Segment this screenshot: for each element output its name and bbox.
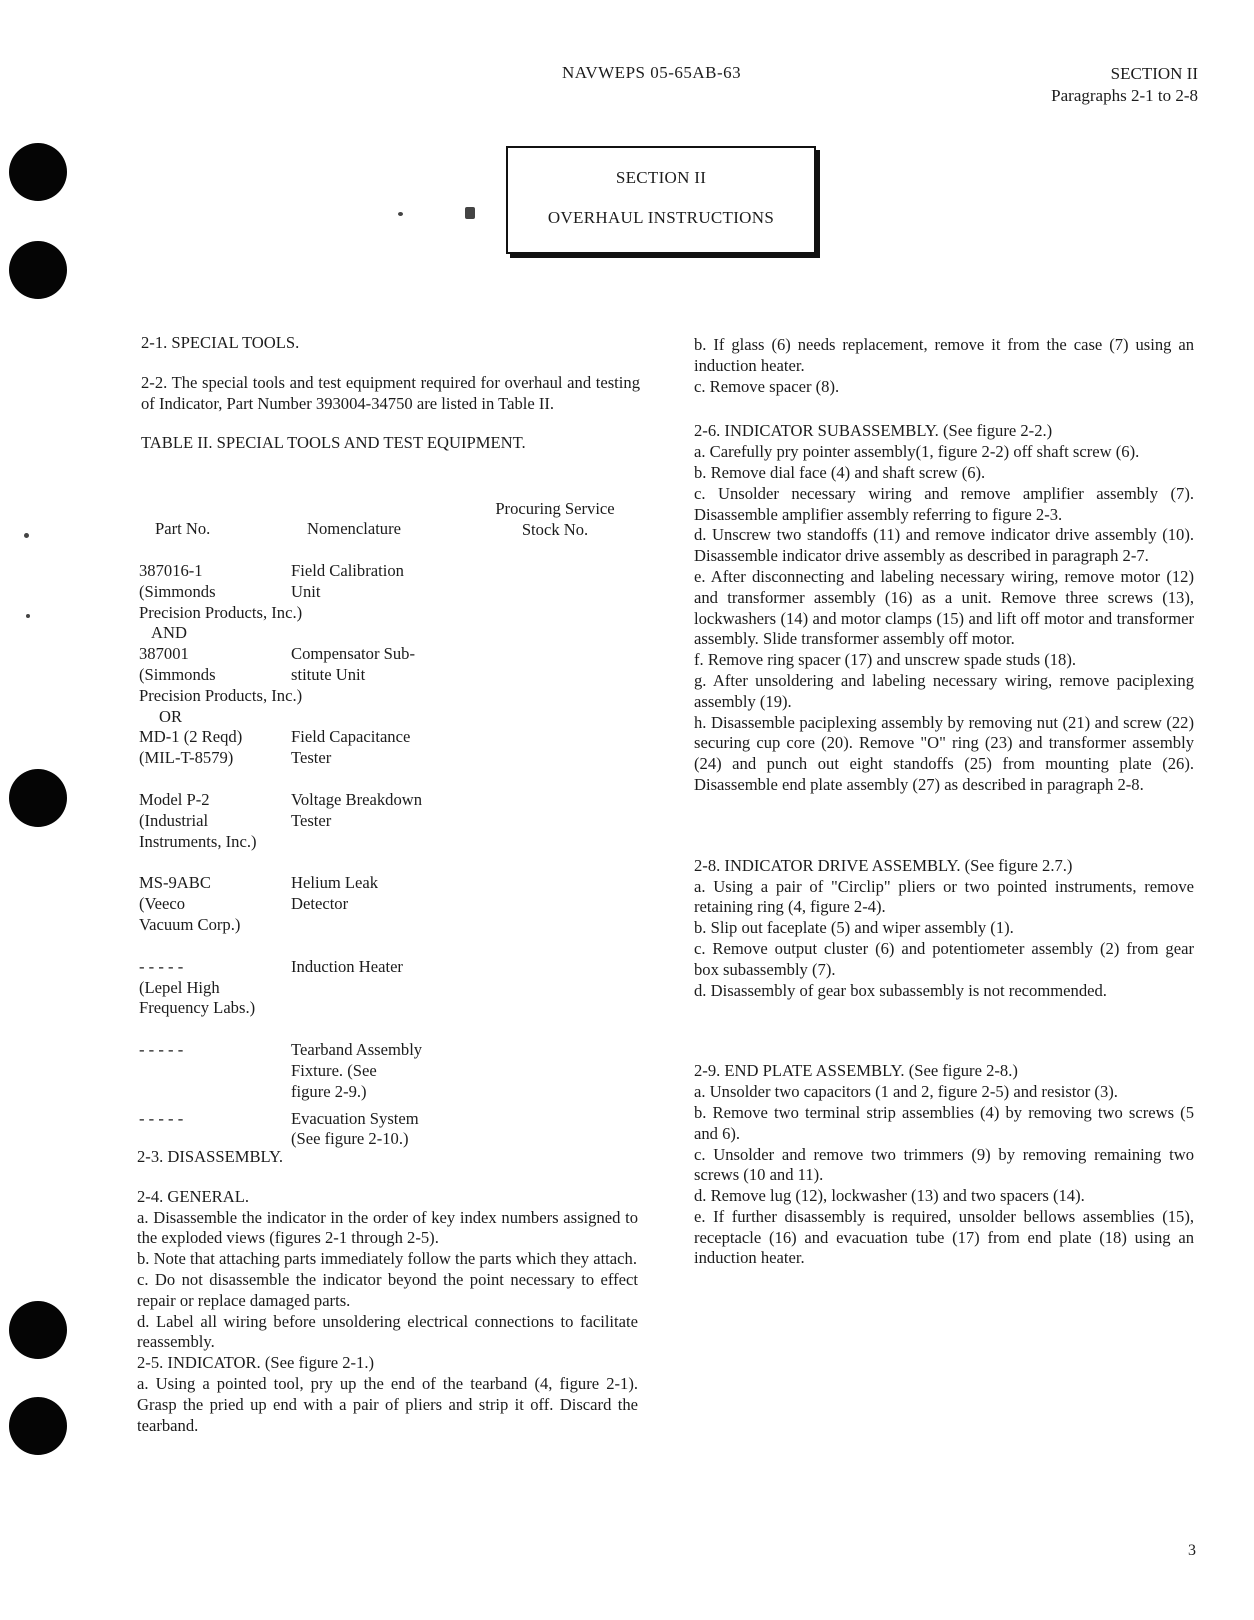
paragraph-2-9-b: b. Remove two terminal strip assemblies (4) by removing two screws (5 and 6). [694,1102,1194,1143]
section-label: SECTION II [1110,64,1198,83]
section-reference [1051,63,1198,107]
paragraph-2-9-e: e. If further disassembly is required, unsolder bellows assemblies (15), receptacle (16) and evacuation tube (17) from end plate (18) using an induction heater. [694,1206,1194,1268]
table-row: - - - - - (Lepel High Induction Heater [139,956,403,997]
table-row: - - - - - Evacuation System (See figure 2-10.) [139,1108,419,1149]
table-row-note: Precision Products, Inc.) [139,685,303,705]
table-header-part-no: Part No. [155,519,211,538]
section-title-box [506,146,816,254]
tools-table-body [139,561,639,1150]
paragraph-2-2: 2-2. The special tools and test equipment required for overhaul and testing of Indicator, Part Number 393004-34750 are listed in Table II. [141,372,640,413]
right-column [694,335,1194,1269]
table-row: MS-9ABC (Veeco Helium Leak Detector [139,873,379,914]
paragraph-2-4-d: d. Label all wiring before unsoldering electrical connections to facilitate reassembly. [137,1311,638,1352]
section-subtitle: OVERHAUL INSTRUCTIONS [547,208,775,227]
table-row-note: Frequency Labs.) [139,998,256,1018]
paragraph-2-8-c: c. Remove output cluster (6) and potentiometer assembly (2) from gear box subassembly (7). [694,938,1194,979]
table-row-note: Precision Products, Inc.) [139,602,303,622]
paragraph-2-8-a: a. Using a pair of "Circlip" pliers or two pointed instruments, remove retaining ring (4, figure 2-4). [694,876,1194,917]
table-row: 387016-1 (Simmonds Field Calibration Unit [139,561,404,601]
paragraph-2-5-b: b. If glass (6) needs replacement, remove it from the case (7) using an induction heater. [694,335,1194,375]
paragraph-2-6-f: f. Remove ring spacer (17) and unscrew spade studs (18). [694,650,1077,670]
heading-2-1: 2-1. SPECIAL TOOLS. [141,333,300,352]
table-title: TABLE II. SPECIAL TOOLS AND TEST EQUIPMENT. [141,433,526,453]
scan-speck [24,533,29,538]
paragraph-2-9-a: a. Unsolder two capacitors (1 and 2, figure 2-5) and resistor (3). [694,1082,1118,1102]
table-row-note: Vacuum Corp.) [139,914,241,934]
heading-2-4: 2-4. GENERAL. [137,1186,249,1206]
paragraph-2-4-a: a. Disassemble the indicator in the order of key index numbers assigned to the exploded views (figures 2-1 through 2-5). [137,1207,638,1248]
paragraph-2-6-h: h. Disassemble paciplexing assembly by removing nut (21) and screw (22) securing cup core (20). Remove "O" ring (23) and transformer assembly (24) and punch out eight standoffs (25) from mounting plate (26). Disassemble end plate assembly (27) as described in paragraph 2-8. [694,712,1194,794]
paragraph-2-6-b: b. Remove dial face (4) and shaft screw (6). [694,462,986,482]
paragraph-2-6-c: c. Unsolder necessary wiring and remove amplifier assembly (7). Disassemble amplifier assembly referring to figure 2-3. [694,483,1194,524]
punch-hole [9,1397,67,1455]
paragraph-2-4-c: c. Do not disassemble the indicator beyond the point necessary to effect repair or replace damaged parts. [137,1269,638,1310]
paragraph-2-8-d: d. Disassembly of gear box subassembly is not recommended. [694,980,1107,1000]
left-column-bottom [137,1147,638,1436]
heading-2-3: 2-3. DISASSEMBLY. [137,1147,284,1166]
paragraph-2-8-b: b. Slip out faceplate (5) and wiper assembly (1). [694,918,1014,938]
scan-speck [26,614,30,618]
paragraph-2-9-d: d. Remove lug (12), lockwasher (13) and two spacers (14). [694,1186,1085,1206]
paragraph-2-9-c: c. Unsolder and remove two trimmers (9) by removing remaining two screws (10 and 11). [694,1144,1194,1185]
section-title: SECTION II [615,168,707,187]
table-row: 387001 (Simmonds Compensator Sub- stitute Unit [139,644,415,684]
paragraph-2-4-b: b. Note that attaching parts immediately follow the parts which they attach. [137,1249,637,1269]
punch-hole [9,143,67,201]
table-row: MD-1 (2 Reqd) (MIL-T-8579) Field Capacitance Tester [139,727,411,768]
paragraph-range: Paragraphs 2-1 to 2-8 [1051,86,1198,105]
table-row-note: AND [151,623,187,643]
paragraph-2-5-c: c. Remove spacer (8). [694,376,840,396]
punch-hole [9,1301,67,1359]
page-number: 3 [1188,1542,1196,1559]
paragraph-2-6-a: a. Carefully pry pointer assembly(1, figure 2-2) off shaft screw (6). [694,442,1140,462]
document-number: NAVWEPS 05-65AB-63 [562,63,742,82]
paragraph-2-6-d: d. Unscrew two standoffs (11) and remove indicator drive assembly (10). Disassemble indicator drive assembly as described in paragraph 2-7. [694,525,1194,566]
paragraph-2-6-g: g. After unsoldering and labeling necessary wiring, remove paciplexing assembly (19). [694,670,1194,711]
table-row-note: Instruments, Inc.) [139,831,257,851]
punch-hole [9,241,67,299]
heading-2-5: 2-5. INDICATOR. (See figure 2-1.) [137,1353,375,1373]
heading-2-9: 2-9. END PLATE ASSEMBLY. (See figure 2-8.) [694,1061,1018,1081]
left-column-top [141,333,640,454]
table-header-stock-no: Procuring Service Stock No. [495,499,615,539]
table-row-note: OR [159,706,183,726]
punch-hole [9,769,67,827]
table-row: - - - - - Tearband Assembly Fixture. (See figure 2-9.) [139,1040,423,1101]
scan-speck [465,207,475,219]
paragraph-2-5-a: a. Using a pointed tool, pry up the end of the tearband (4, figure 2-1). Grasp the pried up end with a pair of pliers and strip it off. Discard the tearband. [137,1373,638,1435]
heading-2-6: 2-6. INDICATOR SUBASSEMBLY. (See figure 2-2.) [694,421,1053,441]
table-header-nomenclature: Nomenclature [307,519,401,538]
paragraph-2-6-e: e. After disconnecting and labeling necessary wiring, remove motor (12) and transformer assembly (16) as a unit. Remove three screws (13), lockwashers (14) and motor clamps (15) and lift off motor and transformer assembly. Slide transformer assembly off motor. [694,566,1194,649]
scan-speck [398,212,403,216]
table-row: Model P-2 (Industrial Voltage Breakdown Tester [139,789,423,830]
heading-2-8: 2-8. INDICATOR DRIVE ASSEMBLY. (See figure 2.7.) [694,855,1073,875]
